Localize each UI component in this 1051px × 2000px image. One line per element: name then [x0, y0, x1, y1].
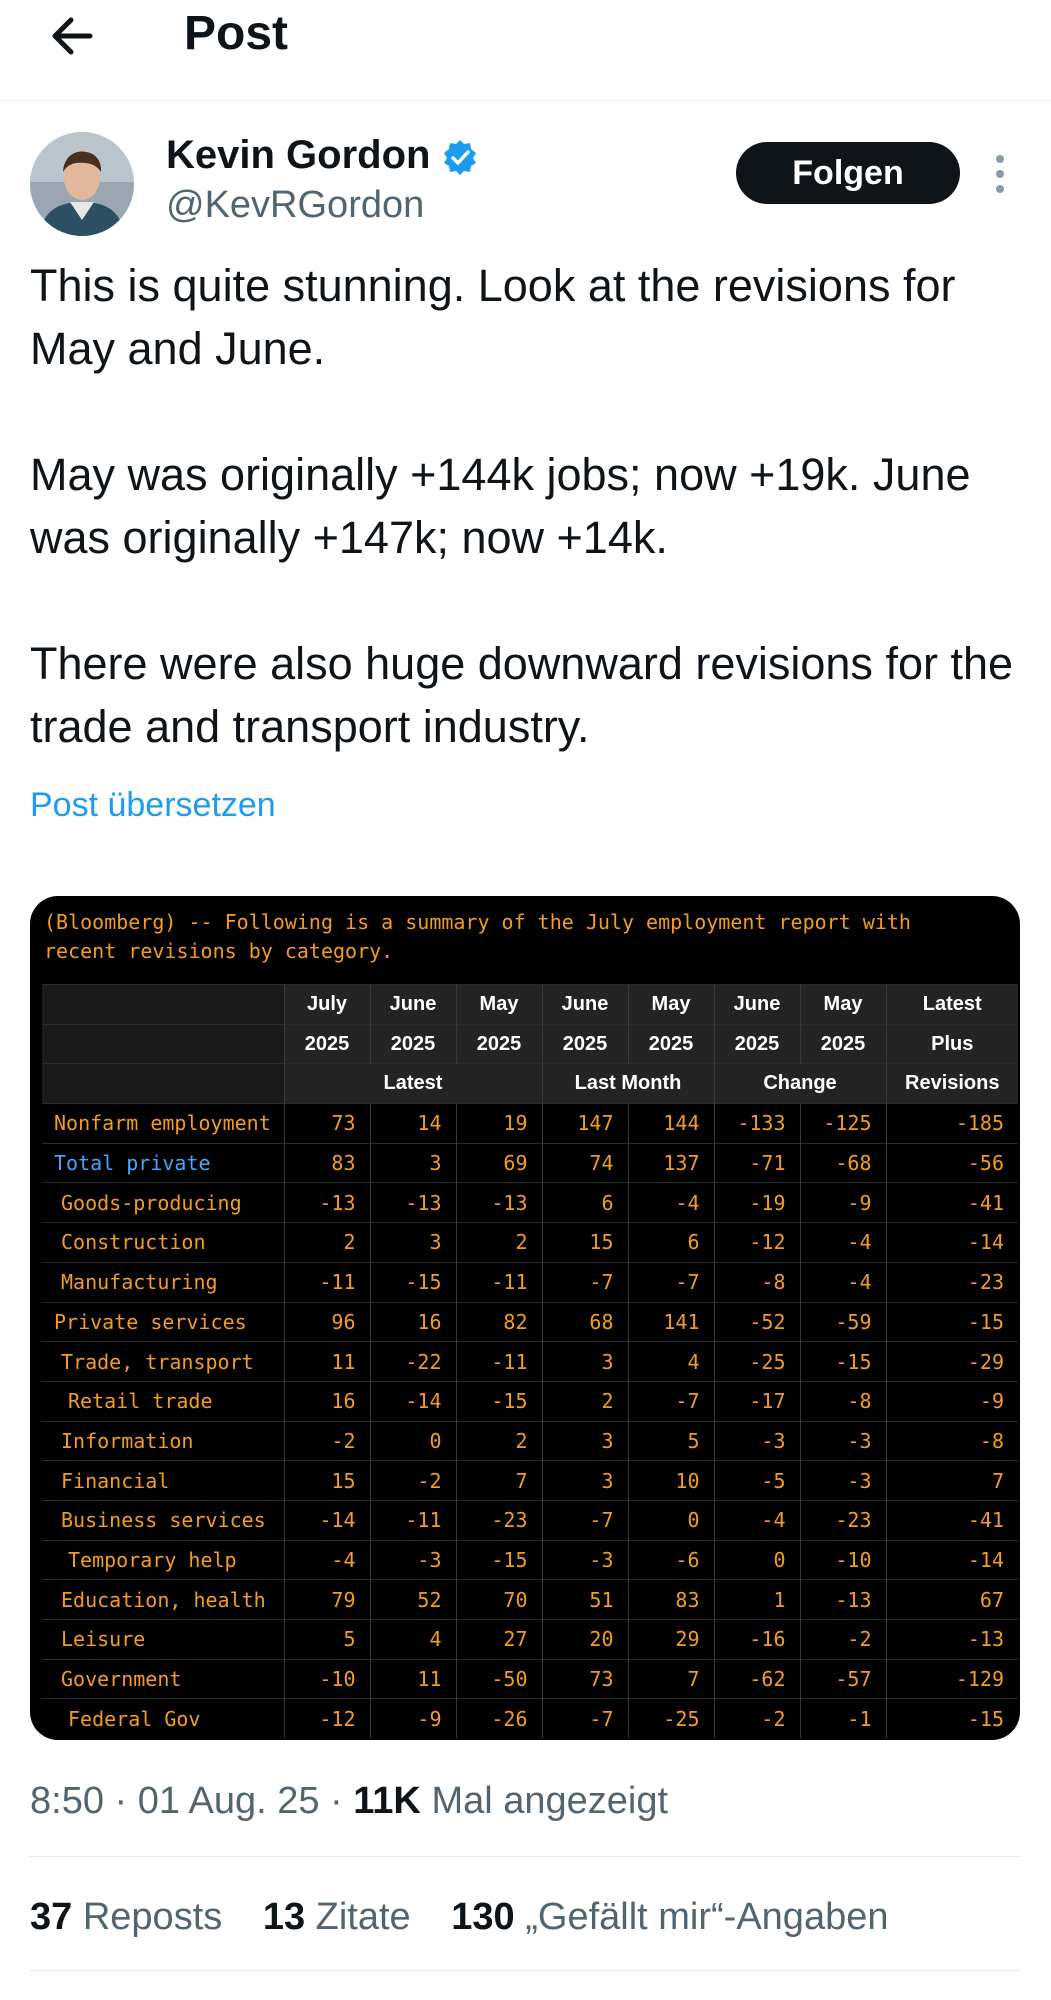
value-cell: -13 — [456, 1183, 542, 1223]
row-label: Manufacturing — [42, 1262, 284, 1302]
value-cell: -9 — [886, 1381, 1018, 1421]
divider — [30, 1856, 1020, 1857]
header-group-change: Change — [714, 1064, 886, 1104]
header-cell: June — [542, 985, 628, 1025]
value-cell: -23 — [886, 1262, 1018, 1302]
value-cell: -22 — [370, 1342, 456, 1382]
header-cell: July — [284, 985, 370, 1025]
value-cell: -11 — [370, 1500, 456, 1540]
value-cell: 2 — [542, 1381, 628, 1421]
value-cell: 3 — [370, 1143, 456, 1183]
value-cell: -41 — [886, 1183, 1018, 1223]
value-cell: -13 — [800, 1580, 886, 1620]
value-cell: -6 — [628, 1540, 714, 1580]
value-cell: -3 — [370, 1540, 456, 1580]
header-cell — [42, 1024, 284, 1064]
media-caption — [44, 908, 911, 966]
value-cell: 73 — [542, 1659, 628, 1699]
value-cell: -15 — [370, 1262, 456, 1302]
row-label: Construction — [42, 1223, 284, 1263]
header-cell: 2025 — [714, 1024, 800, 1064]
value-cell: 6 — [628, 1223, 714, 1263]
value-cell: 73 — [284, 1104, 370, 1144]
more-options-icon[interactable] — [982, 152, 1018, 196]
header-group-latest: Latest — [284, 1064, 542, 1104]
value-cell: -7 — [542, 1262, 628, 1302]
table-row — [42, 1223, 1018, 1263]
post-paragraph: This is quite stunning. Look at the revisions for May and June. — [30, 260, 956, 374]
header-cell: 2025 — [628, 1024, 714, 1064]
value-cell: 15 — [284, 1461, 370, 1501]
header-cell: Plus — [886, 1024, 1018, 1064]
value-cell: -8 — [886, 1421, 1018, 1461]
value-cell: 2 — [456, 1421, 542, 1461]
value-cell: -4 — [628, 1183, 714, 1223]
value-cell: -8 — [714, 1262, 800, 1302]
value-cell: -14 — [284, 1500, 370, 1540]
quotes-stat[interactable] — [263, 1892, 411, 1942]
value-cell: -68 — [800, 1143, 886, 1183]
value-cell: -129 — [886, 1659, 1018, 1699]
value-cell: 83 — [628, 1580, 714, 1620]
post-media-image[interactable] — [30, 896, 1020, 1740]
value-cell: 27 — [456, 1620, 542, 1660]
value-cell: 16 — [284, 1381, 370, 1421]
value-cell: -17 — [714, 1381, 800, 1421]
header-cell: May — [628, 985, 714, 1025]
value-cell: -2 — [714, 1699, 800, 1738]
post-date[interactable]: 01 Aug. 25 — [137, 1780, 320, 1822]
value-cell: 5 — [284, 1620, 370, 1660]
value-cell: 11 — [284, 1342, 370, 1382]
value-cell: 11 — [370, 1659, 456, 1699]
value-cell: -25 — [628, 1699, 714, 1738]
value-cell: -59 — [800, 1302, 886, 1342]
divider — [30, 1970, 1020, 1971]
value-cell: -15 — [886, 1302, 1018, 1342]
value-cell: -4 — [714, 1500, 800, 1540]
value-cell: -3 — [800, 1421, 886, 1461]
header-cell: 2025 — [542, 1024, 628, 1064]
value-cell: -14 — [370, 1381, 456, 1421]
post-time[interactable]: 8:50 — [30, 1780, 104, 1822]
avatar[interactable] — [30, 132, 134, 236]
arrow-left-icon[interactable] — [44, 8, 100, 64]
media-caption-line: (Bloomberg) -- Following is a summary of the July employment report with — [44, 910, 911, 934]
table-row — [42, 1699, 1018, 1738]
value-cell: -12 — [714, 1223, 800, 1263]
value-cell: 0 — [628, 1500, 714, 1540]
header-cell: May — [800, 985, 886, 1025]
value-cell: -2 — [370, 1461, 456, 1501]
row-label: Temporary help — [42, 1540, 284, 1580]
header-cell — [42, 985, 284, 1025]
value-cell: -2 — [800, 1620, 886, 1660]
value-cell: 3 — [542, 1342, 628, 1382]
header-cell: May — [456, 985, 542, 1025]
header-cell: June — [370, 985, 456, 1025]
header-cell — [42, 1064, 284, 1104]
value-cell: -3 — [714, 1421, 800, 1461]
table-row — [42, 1461, 1018, 1501]
row-label: Federal Gov — [42, 1699, 284, 1738]
value-cell: -11 — [456, 1262, 542, 1302]
row-label: Nonfarm employment — [42, 1104, 284, 1144]
value-cell: 3 — [370, 1223, 456, 1263]
value-cell: -125 — [800, 1104, 886, 1144]
header-cell: 2025 — [456, 1024, 542, 1064]
value-cell: -7 — [542, 1699, 628, 1738]
value-cell: 16 — [370, 1302, 456, 1342]
table-row — [42, 1342, 1018, 1382]
employment-table — [42, 984, 1018, 1738]
value-cell: 5 — [628, 1421, 714, 1461]
value-cell: 0 — [714, 1540, 800, 1580]
post-stats — [30, 1892, 918, 1942]
likes-stat[interactable] — [451, 1892, 888, 1942]
view-count-label: Mal angezeigt — [431, 1780, 669, 1822]
value-cell: -57 — [800, 1659, 886, 1699]
table-row — [42, 1659, 1018, 1699]
reposts-count: 37 — [30, 1896, 73, 1938]
value-cell: 82 — [456, 1302, 542, 1342]
post-meta: 8:50 · 01 Aug. 25 · 11K Mal angezeigt — [30, 1780, 669, 1822]
table-row — [42, 1262, 1018, 1302]
value-cell: -13 — [886, 1620, 1018, 1660]
likes-count: 130 — [451, 1896, 515, 1938]
value-cell: 51 — [542, 1580, 628, 1620]
row-label: Financial — [42, 1461, 284, 1501]
value-cell: -12 — [284, 1699, 370, 1738]
value-cell: -1 — [800, 1699, 886, 1738]
row-label: Goods-producing — [42, 1183, 284, 1223]
header-group-last-month: Last Month — [542, 1064, 714, 1104]
value-cell: 7 — [886, 1461, 1018, 1501]
value-cell: -11 — [456, 1342, 542, 1382]
media-caption-line: recent revisions by category. — [44, 939, 394, 963]
value-cell: -2 — [284, 1421, 370, 1461]
table-row — [42, 1381, 1018, 1421]
post-paragraph: May was originally +144k jobs; now +19k. June was originally +147k; now +14k. — [30, 449, 971, 563]
value-cell: 52 — [370, 1580, 456, 1620]
value-cell: -4 — [800, 1262, 886, 1302]
value-cell: 69 — [456, 1143, 542, 1183]
value-cell: -7 — [628, 1262, 714, 1302]
table-row — [42, 1183, 1018, 1223]
value-cell: -11 — [284, 1262, 370, 1302]
row-label: Retail trade — [42, 1381, 284, 1421]
value-cell: 6 — [542, 1183, 628, 1223]
row-label: Leisure — [42, 1620, 284, 1660]
page-title: Post — [184, 7, 289, 60]
table-row — [42, 1143, 1018, 1183]
table-header-row — [42, 1024, 1018, 1064]
table-row — [42, 1500, 1018, 1540]
value-cell: -5 — [714, 1461, 800, 1501]
header-cell: 2025 — [800, 1024, 886, 1064]
value-cell: -25 — [714, 1342, 800, 1382]
value-cell: -8 — [800, 1381, 886, 1421]
reposts-label: Reposts — [82, 1896, 223, 1938]
value-cell: 2 — [284, 1223, 370, 1263]
value-cell: 3 — [542, 1461, 628, 1501]
value-cell: -7 — [542, 1500, 628, 1540]
value-cell: 7 — [456, 1461, 542, 1501]
table-row — [42, 1540, 1018, 1580]
value-cell: -16 — [714, 1620, 800, 1660]
table-row — [42, 1421, 1018, 1461]
row-label: Business services — [42, 1500, 284, 1540]
row-label: Trade, transport — [42, 1342, 284, 1382]
value-cell: -52 — [714, 1302, 800, 1342]
value-cell: -56 — [886, 1143, 1018, 1183]
translate-post-link[interactable]: Post übersetzen — [30, 786, 276, 824]
value-cell: -15 — [886, 1699, 1018, 1738]
header-cell: June — [714, 985, 800, 1025]
value-cell: 79 — [284, 1580, 370, 1620]
value-cell: 67 — [886, 1580, 1018, 1620]
value-cell: 7 — [628, 1659, 714, 1699]
table-header-row — [42, 985, 1018, 1025]
header-group-revisions: Revisions — [886, 1064, 1018, 1104]
value-cell: -13 — [370, 1183, 456, 1223]
value-cell: 96 — [284, 1302, 370, 1342]
follow-button[interactable]: Folgen — [736, 142, 960, 204]
post-text — [30, 254, 1020, 758]
value-cell: 144 — [628, 1104, 714, 1144]
value-cell: 1 — [714, 1580, 800, 1620]
value-cell: -71 — [714, 1143, 800, 1183]
verified-badge-icon — [441, 138, 479, 176]
value-cell: 29 — [628, 1620, 714, 1660]
value-cell: -19 — [714, 1183, 800, 1223]
value-cell: 4 — [370, 1620, 456, 1660]
header-cell: 2025 — [370, 1024, 456, 1064]
value-cell: 70 — [456, 1580, 542, 1620]
value-cell: -62 — [714, 1659, 800, 1699]
value-cell: -13 — [284, 1183, 370, 1223]
row-label: Total private — [42, 1143, 284, 1183]
value-cell: 3 — [542, 1421, 628, 1461]
value-cell: -9 — [800, 1183, 886, 1223]
value-cell: -10 — [284, 1659, 370, 1699]
value-cell: -3 — [800, 1461, 886, 1501]
row-label: Information — [42, 1421, 284, 1461]
value-cell: 4 — [628, 1342, 714, 1382]
value-cell: -14 — [886, 1223, 1018, 1263]
value-cell: 141 — [628, 1302, 714, 1342]
value-cell: -7 — [628, 1381, 714, 1421]
value-cell: -133 — [714, 1104, 800, 1144]
top-bar — [0, 0, 1051, 101]
row-label: Education, health — [42, 1580, 284, 1620]
value-cell: -185 — [886, 1104, 1018, 1144]
value-cell: 68 — [542, 1302, 628, 1342]
value-cell: -10 — [800, 1540, 886, 1580]
author-name[interactable]: Kevin Gordon — [166, 133, 431, 177]
row-label: Government — [42, 1659, 284, 1699]
value-cell: -9 — [370, 1699, 456, 1738]
quotes-count: 13 — [262, 1896, 306, 1938]
value-cell: -15 — [456, 1540, 542, 1580]
value-cell: -41 — [886, 1500, 1018, 1540]
header-cell: Latest — [886, 985, 1018, 1025]
value-cell: -23 — [456, 1500, 542, 1540]
value-cell: 0 — [370, 1421, 456, 1461]
author-handle[interactable]: @KevRGordon — [166, 184, 425, 226]
likes-label: „Gefällt mir“-Angaben — [525, 1896, 889, 1938]
row-label: Private services — [42, 1302, 284, 1342]
value-cell: 2 — [456, 1223, 542, 1263]
value-cell: -23 — [800, 1500, 886, 1540]
table-row — [42, 1302, 1018, 1342]
value-cell: 83 — [284, 1143, 370, 1183]
value-cell: 19 — [456, 1104, 542, 1144]
view-count: 11K — [353, 1780, 421, 1822]
value-cell: 20 — [542, 1620, 628, 1660]
value-cell: 74 — [542, 1143, 628, 1183]
reposts-stat[interactable] — [30, 1892, 222, 1942]
value-cell: -26 — [456, 1699, 542, 1738]
value-cell: -15 — [800, 1342, 886, 1382]
quotes-label: Zitate — [315, 1896, 411, 1938]
value-cell: -50 — [456, 1659, 542, 1699]
value-cell: -4 — [800, 1223, 886, 1263]
table-row — [42, 1580, 1018, 1620]
table-row — [42, 1620, 1018, 1660]
value-cell: 10 — [628, 1461, 714, 1501]
value-cell: -3 — [542, 1540, 628, 1580]
value-cell: -14 — [886, 1540, 1018, 1580]
value-cell: 15 — [542, 1223, 628, 1263]
post-paragraph: There were also huge downward revisions for the trade and transport industry. — [30, 638, 1014, 752]
table-row — [42, 1104, 1018, 1144]
table-header-row — [42, 1064, 1018, 1104]
value-cell: -15 — [456, 1381, 542, 1421]
value-cell: 147 — [542, 1104, 628, 1144]
value-cell: -29 — [886, 1342, 1018, 1382]
value-cell: -4 — [284, 1540, 370, 1580]
header-cell: 2025 — [284, 1024, 370, 1064]
value-cell: 137 — [628, 1143, 714, 1183]
value-cell: 14 — [370, 1104, 456, 1144]
